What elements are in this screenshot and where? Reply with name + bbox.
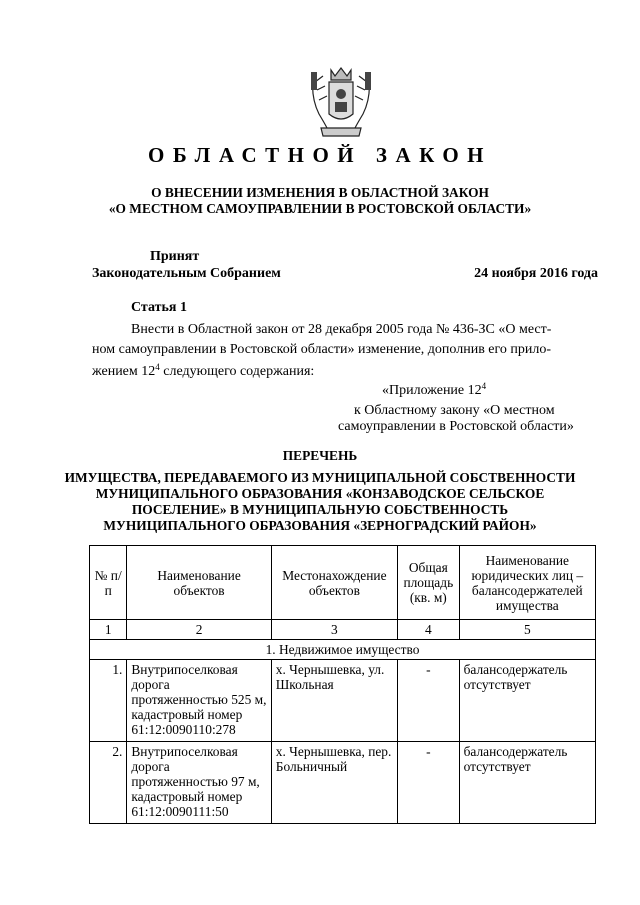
list-subtitle-line: ИМУЩЕСТВА, ПЕРЕДАВАЕМОГО ИЗ МУНИЦИПАЛЬНОЙ СОБСТВЕННОСТИ: [64, 470, 576, 485]
column-number: 3: [271, 620, 397, 640]
column-number-row: [90, 620, 596, 640]
appendix-title: [382, 381, 486, 399]
object-area: -: [398, 660, 460, 742]
balance-holder: балансодержатель отсутствует: [459, 742, 595, 824]
article-text: жением 12: [92, 364, 156, 379]
section-title: 1. Недвижимое имущество: [90, 640, 596, 660]
adopted-label: Принят: [150, 249, 200, 264]
appendix-line: самоуправлении в Ростовской области»: [338, 419, 574, 434]
superscript: 4: [155, 362, 160, 372]
rostov-region-coat-of-arms-icon: [305, 58, 377, 140]
law-title: ОБЛАСТНОЙ ЗАКОН: [147, 143, 492, 167]
column-number: 4: [398, 620, 460, 640]
law-subtitle-line: «О МЕСТНОМ САМОУПРАВЛЕНИИ В РОСТОВСКОЙ ОБЛАСТИ»: [108, 201, 532, 216]
header-name: Наименование объектов: [127, 546, 271, 620]
assembly-label: Законодательным Собранием: [92, 266, 281, 281]
column-number: 5: [459, 620, 595, 640]
table-row: [90, 742, 596, 824]
object-name: Внутрипоселковая дорога протяженностью 97 м, кадастровый номер 61:12:0090111:50: [127, 742, 271, 824]
law-subtitle-line: О ВНЕСЕНИИ ИЗМЕНЕНИЯ В ОБЛАСТНОЙ ЗАКОН: [151, 185, 489, 200]
article-text: следующего содержания:: [159, 364, 315, 379]
article-text-line: Внести в Областной закон от 28 декабря 2005 года № 436-ЗС «О мест-: [131, 322, 552, 337]
list-subtitle-line: МУНИЦИПАЛЬНОГО ОБРАЗОВАНИЯ «ЗЕРНОГРАДСКИЙ РАЙОН»: [103, 518, 537, 533]
object-area: -: [398, 742, 460, 824]
list-subtitle-line: МУНИЦИПАЛЬНОГО ОБРАЗОВАНИЯ «КОНЗАВОДСКОЕ СЕЛЬСКОЕ: [95, 486, 545, 501]
object-location: х. Чернышевка, пер. Больничный: [271, 742, 397, 824]
appendix-title-text: «Приложение 12: [382, 383, 482, 398]
superscript: 4: [481, 381, 487, 391]
table-row: [90, 660, 596, 742]
header-num: № п/п: [90, 546, 127, 620]
object-location: х. Чернышевка, ул. Школьная: [271, 660, 397, 742]
appendix-line: к Областному закону «О местном: [354, 403, 555, 418]
object-name: Внутрипоселковая дорога протяженностью 525 м, кадастровый номер 61:12:0090110:278: [127, 660, 271, 742]
list-subtitle: [0, 470, 640, 534]
list-subtitle-line: ПОСЕЛЕНИЕ» В МУНИЦИПАЛЬНУЮ СОБСТВЕННОСТЬ: [131, 502, 509, 517]
property-table: [89, 545, 596, 824]
article-text-line: ном самоуправлении в Ростовской области» изменение, дополнив его прило-: [92, 342, 552, 357]
column-number: 1: [90, 620, 127, 640]
row-number: 2.: [90, 742, 127, 824]
row-number: 1.: [90, 660, 127, 742]
law-subtitle: [0, 185, 640, 217]
article-heading: Статья 1: [131, 300, 187, 315]
table-header-row: [90, 546, 596, 620]
header-location: Местонахождение объектов: [271, 546, 397, 620]
balance-holder: балансодержатель отсутствует: [459, 660, 595, 742]
section-row: [90, 640, 596, 660]
list-heading: ПЕРЕЧЕНЬ: [282, 448, 358, 463]
header-holder: Наименование юридических лиц – балансодержателей имущества: [459, 546, 595, 620]
adoption-date: 24 ноября 2016 года: [474, 266, 598, 281]
column-number: 2: [127, 620, 271, 640]
header-area: Общая площадь (кв. м): [398, 546, 460, 620]
article-text-line: [92, 362, 314, 380]
